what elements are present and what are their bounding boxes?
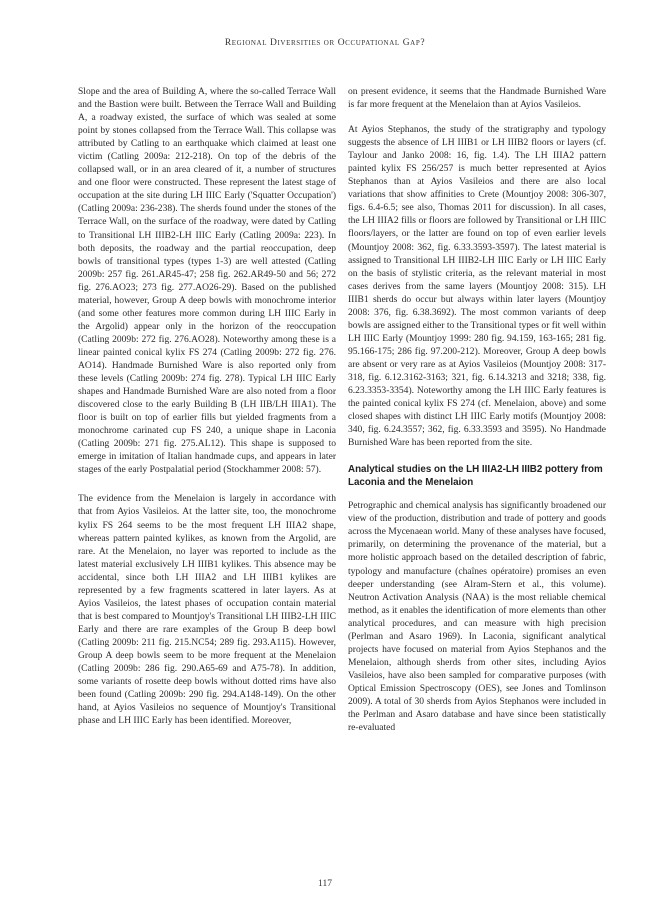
paragraph: The evidence from the Menelaion is largely in accordance with that from Ayios Vasileios. At the latter site, too, the monochrome kylix FS 264 seems to be the most frequent LH IIIA2 shape, whereas pattern painted kylikes, as known from the Argolid, are rare. At the Menelaion, no layer was reported to include as the latest material exclusively LH IIIB1 kylikes. This absence may be accidental, since both LH IIIA2 and LH IIIB1 kylikes are represented by a few fragments scattered in later layers. As at Ayios Vasileios, the latest phases of occupation contain material that is best compared to Mountjoy's Transitional LH IIIB2-LH IIIC Early and there are rare examples of the Group B deep bowl (Catling 2009b: 211 fig. 215.NC54; 289 fig. 293.A115). However, Group A deep bowls seem to be more frequent at the Menelaion (Catling 2009b: 286 fig. 290.A65-69 and A75-78). In addition, some variants of rosette deep bowls without dotted rims have also been found (Catling 2009b: 290 fig. 294.A148-149). On the other hand, at Ayios Vasileios no sequence of Mountjoy's Transitional phase and LH IIIC Early has been identified. Moreover,: [78, 493, 336, 727]
page-number: 117: [318, 879, 332, 889]
paragraph: At Ayios Stephanos, the study of the stratigraphy and typology suggests the absence of LH IIIB1 or LH IIIB2 floors or layers (cf. Taylour and Janko 2008: 16, fig. 1.4). The LH IIIA2 pattern painted kylix FS 256/257 is much better represented at Ayios Stephanos than at Ayios Vasileios and there are also local variations that show affinities to Crete (Mountjoy 2008: 306-307, figs. 6.4-6.5; see also, Thomas 2011 for discussion). In all cases, the LH IIIA2 fills or floors are followed by Transitional or LH IIIC floors/layers, or the latter are found on top of even earlier levels (Mountjoy 2008: 362, fig. 6.33.3593-3597). The latest material is assigned to Transitional LH IIIB2-LH IIIC Early or LH IIIC Early on the basis of stylistic criteria, as the relevant material in most cases derives from the same layers (Mountjoy 2008: 315). LH IIIB1 sherds do occur but always within later layers (Mountjoy 2008: 376, fig. 6.38.3692). The most common variants of deep bowls are assigned either to the Transitional types or fit well within LH IIIC Early (Mountjoy 1999: 280 fig. 94.159, 163-165; 281 fig. 95.166-175; 286 fig. 97.200-212). Moreover, Group A deep bowls are absent or very rare as at Ayios Vasileios (Mountjoy 2008: 317-318, fig. 6.12.3162-3163; 321, fig. 6.14.3213 and 3218; 338, fig. 6.23.3353-3354). Noteworthy among the LH IIIC Early features is the painted conical kylix FS 274 (cf. Menelaion, above) and some closed shapes with distinct LH IIIC Early motifs (Mountjoy 2008: 340, fig. 6.24.3557; 362, fig. 6.33.3593 and 3595). No Handmade Burnished Ware has been reported from the site.: [348, 124, 606, 449]
paragraph: Petrographic and chemical analysis has significantly broadened our view of the production, distribution and trade of pottery and goods across the Mycenaean world. Many of these analyses have focused, primarily, on determining the provenance of the material, but a more holistic approach based on the detailed description of fabric, typology and manufacture (chaînes opératoire) promises an even deeper understanding (see Alram-Stern et al., this volume). Neutron Activation Analysis (NAA) is the most reliable chemical method, as it enables the identification of more elements than other analytical procedures, and can measure with high precision (Perlman and Asaro 1969). In Laconia, significant analytical projects have focused on material from Ayios Stephanos and the Menelaion, although sherds from other sites, including Ayios Vasileios, have also been sampled for comparative purposes (with Optical Emission Spectroscopy (OES), see Jones and Tomlinson 2009). A total of 30 sherds from Ayios Stephanos were included in the Perlman and Asaro database and have since been statistically re-evaluated: [348, 500, 606, 734]
paragraph: Slope and the area of Building A, where the so-called Terrace Wall and the Bastion were built. Between the Terrace Wall and Building A, a roadway existed, the surface of which was sealed at some point by stones collapsed from the Terrace Wall. This collapse was attributed by Catling to an earthquake which claimed at least one victim (Catling 2009a: 212-218). On top of the debris of the collapsed wall, or in an area cleared of it, a number of structures and one floor were constructed. These represent the latest stage of occupation at the site during LH IIIC Early ('Squatter Occupation') (Catling 2009a: 236-238). The sherds found under the stones of the Terrace Wall, on the surface of the roadway, were dated by Catling to Transitional LH IIIB2-LH IIIC Early (Catling 2009a: 223). In both deposits, the roadway and the partial reoccupation, deep bowls of transitional types (types 1-3) are well attested (Catling 2009b: 257 fig. 261.AR45-47; 258 fig. 262.AR49-50 and 56; 272 fig. 276.AO23; 273 fig. 277.AO26-29). Based on the published material, however, Group A deep bowls with monochrome interior (and some other features more common during LH IIIC Early in the Argolid) appear only in the horizon of the reoccupation (Catling 2009b: 272 fig. 276.AO28). Noteworthy among these is a linear painted conical kylix FS 274 (Catling 2009b: 272 fig. 276. AO14). Handmade Burnished Ware is also reported only from these levels (Catling 2009b: 274 fig. 278). Typical LH IIIC Early shapes and Handmade Burnished Ware are also noted from a floor discovered close to the early Building B (LH IIB/LH IIIA1). The floor is built on top of earlier fills but yielded fragments from a monochrome carinated cup FS 240, a unique shape in Laconia (Catling 2009b: 271 fig. 275.AL12). This shape is supposed to emerge in imitation of Italian handmade cups, and appears in later stages of the early Postpalatial period (Stockhammer 2008: 57).: [78, 86, 336, 476]
left-column: [78, 85, 336, 739]
running-header: Regional Diversities or Occupational Gap?: [224, 38, 426, 48]
paragraph: on present evidence, it seems that the Handmade Burnished Ware is far more frequent at the Menelaion than at Ayios Vasileios.: [348, 86, 606, 111]
section-heading: Analytical studies on the LH IIIA2-LH IIIB2 pottery from Laconia and the Menelaion: [348, 464, 603, 489]
right-column: [348, 85, 606, 746]
